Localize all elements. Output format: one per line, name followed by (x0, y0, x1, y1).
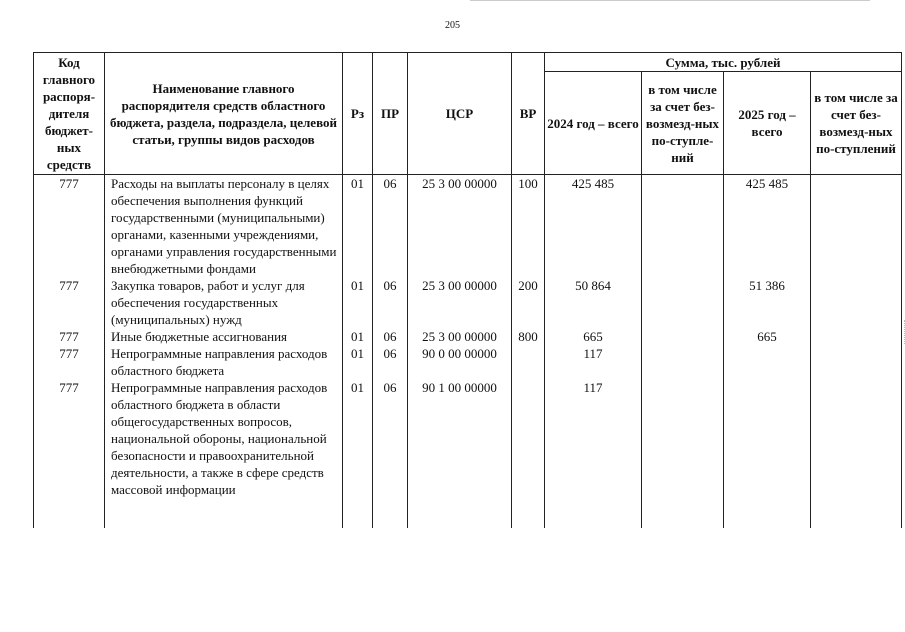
table-header (34, 53, 902, 175)
cell-grants-2024 (642, 277, 724, 328)
table-body (34, 175, 902, 529)
cell-code: 777 (34, 277, 105, 328)
spacer-cell (512, 498, 545, 528)
table-row (34, 277, 902, 328)
cell-vr: 800 (512, 328, 545, 345)
cell-total-2024: 50 864 (545, 277, 642, 328)
cell-grants-2024 (642, 175, 724, 278)
cell-name: Расходы на выплаты персоналу в целях обеспечения выполнения функций государственными (муниципальными) органами, казенными учреждениями, органами управления государственными внебюджетными фондами (105, 175, 343, 278)
table-row (34, 345, 902, 379)
cell-grants-2025 (811, 175, 902, 278)
cell-vr: 100 (512, 175, 545, 278)
table-row (34, 379, 902, 498)
cell-total-2025 (724, 345, 811, 379)
cell-total-2025 (724, 379, 811, 498)
cell-total-2025: 665 (724, 328, 811, 345)
cell-pr: 06 (373, 175, 408, 278)
cell-csr: 25 3 00 00000 (408, 277, 512, 328)
header-vr: ВР (512, 53, 545, 175)
header-total-2024: 2024 год – всего (545, 72, 642, 175)
cell-total-2024: 117 (545, 345, 642, 379)
scan-edge-mark (900, 320, 905, 344)
cell-rz: 01 (343, 328, 373, 345)
cell-pr: 06 (373, 345, 408, 379)
cell-grants-2025 (811, 345, 902, 379)
cell-code: 777 (34, 175, 105, 278)
spacer-cell (373, 498, 408, 528)
cell-pr: 06 (373, 379, 408, 498)
cell-grants-2025 (811, 328, 902, 345)
header-row-top (34, 53, 902, 72)
cell-code: 777 (34, 328, 105, 345)
header-csr: ЦСР (408, 53, 512, 175)
table-row (34, 175, 902, 278)
cell-csr: 25 3 00 00000 (408, 328, 512, 345)
cell-grants-2024 (642, 345, 724, 379)
cell-total-2024: 117 (545, 379, 642, 498)
header-total-2025: 2025 год – всего (724, 72, 811, 175)
cell-rz: 01 (343, 175, 373, 278)
cell-total-2025: 51 386 (724, 277, 811, 328)
spacer-cell (408, 498, 512, 528)
cell-rz: 01 (343, 277, 373, 328)
header-rz: Рз (343, 53, 373, 175)
table-bottom-spacer (34, 498, 902, 528)
cell-code: 777 (34, 379, 105, 498)
header-name: Наименование главного распорядителя средств областного бюджета, раздела, подраздела, целевой статьи, группы видов расходов (105, 53, 343, 175)
spacer-cell (811, 498, 902, 528)
cell-csr: 25 3 00 00000 (408, 175, 512, 278)
header-code: Код главного распоря-дителя бюджет-ных средств (34, 53, 105, 175)
cell-pr: 06 (373, 277, 408, 328)
spacer-cell (34, 498, 105, 528)
budget-table (33, 52, 902, 528)
table-row (34, 328, 902, 345)
spacer-cell (105, 498, 343, 528)
cell-grants-2024 (642, 379, 724, 498)
cell-name: Иные бюджетные ассигнования (105, 328, 343, 345)
cell-code: 777 (34, 345, 105, 379)
cell-rz: 01 (343, 345, 373, 379)
cell-csr: 90 0 00 00000 (408, 345, 512, 379)
spacer-cell (545, 498, 642, 528)
header-sum-group: Сумма, тыс. рублей (545, 53, 902, 72)
cell-name: Закупка товаров, работ и услуг для обеспечения государственных (муниципальных) нужд (105, 277, 343, 328)
header-pr: ПР (373, 53, 408, 175)
cell-total-2024: 665 (545, 328, 642, 345)
scan-top-rule (470, 0, 870, 1)
header-grants-2024: в том числе за счет без-возмезд-ных по-ступле-ний (642, 72, 724, 175)
spacer-cell (724, 498, 811, 528)
cell-vr (512, 379, 545, 498)
cell-vr: 200 (512, 277, 545, 328)
cell-grants-2025 (811, 277, 902, 328)
header-grants-2025: в том числе за счет без-возмезд-ных по-ступлений (811, 72, 902, 175)
cell-total-2024: 425 485 (545, 175, 642, 278)
spacer-cell (642, 498, 724, 528)
cell-pr: 06 (373, 328, 408, 345)
cell-grants-2024 (642, 328, 724, 345)
cell-total-2025: 425 485 (724, 175, 811, 278)
spacer-cell (343, 498, 373, 528)
cell-csr: 90 1 00 00000 (408, 379, 512, 498)
cell-name: Непрограммные направления расходов областного бюджета в области общегосударственных вопросов, национальной обороны, национальной безопасности и правоохранительной деятельности, а также в сфере средств массовой информации (105, 379, 343, 498)
page-number: 205 (445, 20, 460, 31)
cell-vr (512, 345, 545, 379)
cell-rz: 01 (343, 379, 373, 498)
cell-grants-2025 (811, 379, 902, 498)
cell-name: Непрограммные направления расходов областного бюджета (105, 345, 343, 379)
